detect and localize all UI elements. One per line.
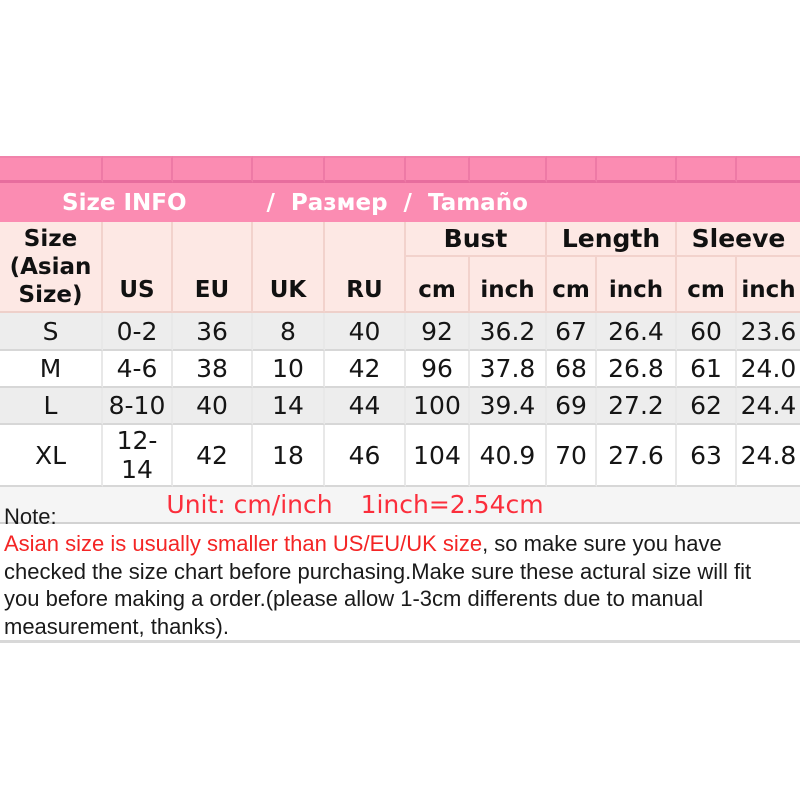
decor-cell [597,156,677,183]
subheader-sleeve-cm: cm [677,257,737,313]
table-cell: 26.8 [597,351,677,388]
note-heading: Note: [4,504,57,529]
table-cell: 70 [547,425,597,487]
decor-cell [737,156,800,183]
bottom-divider [0,640,800,643]
table-cell: 61 [677,351,737,388]
note-black-text: , so make sure you have checked the size chart before purchasing.Make sure these actural size will fit you before making a order.(please allow 1-3cm differents due to manual measurement, thanks). [4,531,752,639]
table-cell: 39.4 [470,388,547,425]
subheader-sleeve-inch: inch [737,257,800,313]
decor-strip-row [0,156,800,183]
column-header-us: US [103,222,173,313]
table-cell: L [0,388,103,425]
table-cell: 69 [547,388,597,425]
table-cell: 104 [406,425,470,487]
table-cell: S [0,313,103,351]
table-cell: 40.9 [470,425,547,487]
table-cell: 14 [253,388,325,425]
decor-cell [173,156,253,183]
table-cell: 60 [677,313,737,351]
column-header-ru: RU [325,222,406,313]
column-header-uk: UK [253,222,325,313]
table-body [0,313,800,487]
table-cell: 92 [406,313,470,351]
column-header-eu: EU [173,222,253,313]
unit-conversion: 1inch=2.54cm [360,490,544,519]
table-cell: 24.8 [737,425,800,487]
table-cell: 26.4 [597,313,677,351]
table-row [0,425,800,487]
column-header-length: Length [547,222,677,257]
table-cell: 46 [325,425,406,487]
page-title: Size INFO [62,189,187,216]
table-cell: 8-10 [103,388,173,425]
size-header-line: (Asian [9,254,92,280]
table-cell: 27.2 [597,388,677,425]
table-cell: 24.4 [737,388,800,425]
note-red-text: Asian size is usually smaller than US/EU/UK size [4,531,483,557]
size-header-line: Size [23,226,78,252]
decor-cell [547,156,597,183]
decor-cell [406,156,470,183]
subheader-length-cm: cm [547,257,597,313]
subheader-bust-inch: inch [470,257,547,313]
table-cell: 42 [173,425,253,487]
table-cell: 8 [253,313,325,351]
table-cell: 0-2 [103,313,173,351]
unit-label: Unit: cm/inch [166,490,333,519]
column-header-bust: Bust [406,222,547,257]
title-band [0,183,800,222]
table-cell: 40 [173,388,253,425]
decor-cell [253,156,325,183]
column-header-sleeve: Sleeve [677,222,800,257]
table-cell: 38 [173,351,253,388]
table-cell: 36 [173,313,253,351]
title-translations: / Размер / Tamaño [266,189,528,216]
table-cell: 4-6 [103,351,173,388]
decor-cell [325,156,406,183]
subheader-bust-cm: cm [406,257,470,313]
note-section [4,503,774,640]
table-cell: XL [0,425,103,487]
table-cell: M [0,351,103,388]
table-cell: 44 [325,388,406,425]
decor-cell [0,156,103,183]
table-cell: 12-14 [103,425,173,487]
table-row [0,351,800,388]
table-cell: 100 [406,388,470,425]
decor-cell [470,156,547,183]
decor-cell [677,156,737,183]
table-cell: 10 [253,351,325,388]
header-row-1 [0,222,800,257]
table-row [0,388,800,425]
size-header-line: Size) [18,282,83,308]
size-chart-table [0,156,800,524]
title-band-cell [0,183,800,222]
table-cell: 96 [406,351,470,388]
table-cell: 18 [253,425,325,487]
table-cell: 37.8 [470,351,547,388]
subheader-length-inch: inch [597,257,677,313]
table-cell: 27.6 [597,425,677,487]
table-row [0,313,800,351]
table-cell: 68 [547,351,597,388]
table-cell: 67 [547,313,597,351]
column-header-size [0,222,103,313]
note-paragraph [4,530,774,640]
table-cell: 42 [325,351,406,388]
table-cell: 62 [677,388,737,425]
table-cell: 36.2 [470,313,547,351]
table-cell: 40 [325,313,406,351]
table-cell: 24.0 [737,351,800,388]
table-cell: 63 [677,425,737,487]
decor-cell [103,156,173,183]
table-cell: 23.6 [737,313,800,351]
